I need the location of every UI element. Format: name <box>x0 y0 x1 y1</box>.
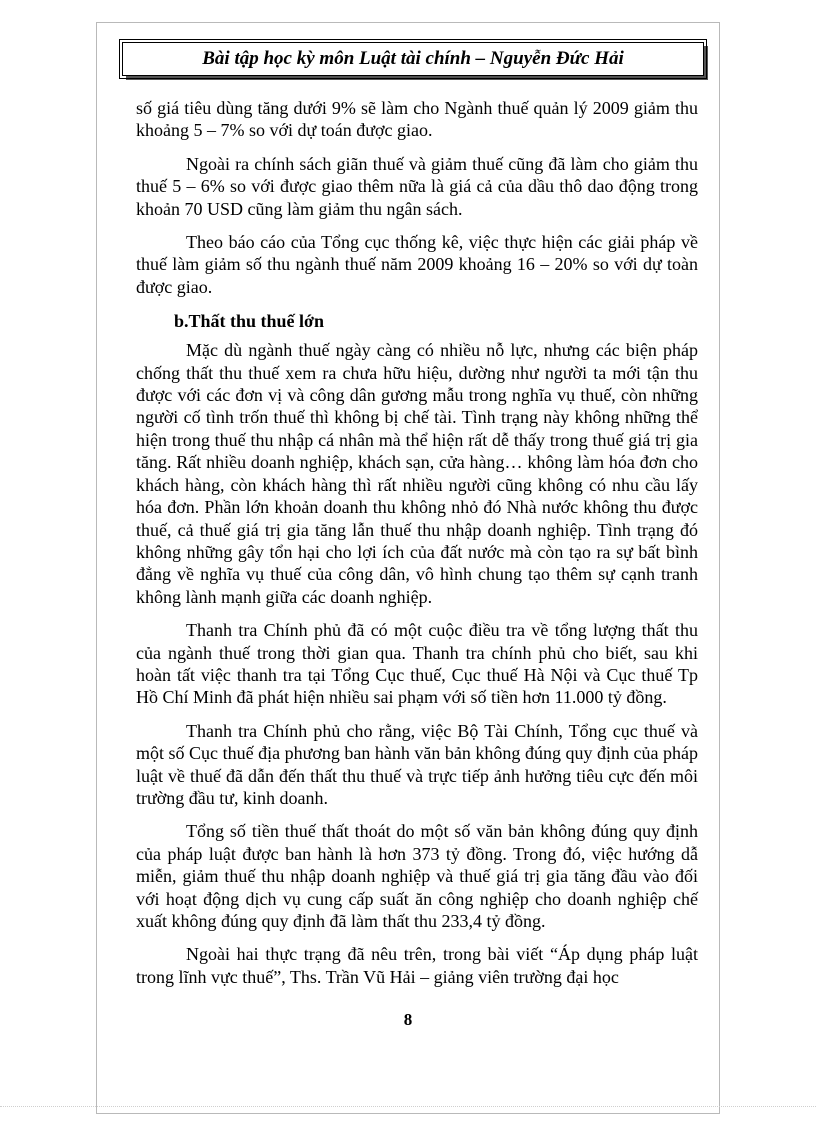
paragraph-2: Ngoài ra chính sách giãn thuế và giảm thuế cũng đã làm cho giảm thu thuế 5 – 6% so với được giao thêm nữa là giá cả của dầu thô dao động trong khoản 70 USD cũng làm giảm thu ngân sách. <box>136 153 698 219</box>
document-body <box>136 97 698 999</box>
paragraph-5: Thanh tra Chính phủ đã có một cuộc điều tra về tổng lượng thất thu của ngành thuế trong thời gian qua. Thanh tra chính phủ cho biết, sau khi hoàn tất việc thanh tra tại Tổng Cục thuế, Cục thuế Hà Nội và Cục thuế Tp Hồ Chí Minh đã phát hiện nhiều sai phạm với số tiền hơn 11.000 tỷ đồng. <box>136 620 698 708</box>
section-heading-b: b.Thất thu thuế lớn <box>174 311 325 332</box>
paragraph-4: Mặc dù ngành thuế ngày càng có nhiều nỗ lực, nhưng các biện pháp chống thất thu thuế xem ra chưa hữu hiệu, dường như người ta mới tận thu được với các đơn vị và công dân gương mẫu trong nghĩa vụ thuế, còn những người cố tình trốn thuế thì không bị chế tài. Tình trạng này không những thể hiện trong thuế thu nhập cá nhân mà thể hiện rất dễ thấy trong thuế giá trị gia tăng. Rất nhiều doanh nghiệp, khách sạn, cửa hàng… không làm hóa đơn cho khách hàng, còn khách hàng thì rất nhiều người cũng không có nhu cầu lấy hóa đơn. Phần lớn khoản doanh thu không nhỏ đó Nhà nước không thu được thuế, cả thuế giá trị gia tăng lẫn thuế thu nhập doanh nghiệp. Tình trạng đó không những gây tổn hại cho lợi ích của đất nước mà còn tạo ra sự bất bình đẳng về nghĩa vụ thuế của công dân, vô hình chung tạo thêm sự cạnh tranh không lành mạnh giữa các doanh nghiệp. <box>136 340 698 607</box>
paragraph-3: Theo báo cáo của Tổng cục thống kê, việc thực hiện các giải pháp về thuế làm giảm số thu ngành thuế năm 2009 khoảng 16 – 20% so với dự toàn được giao. <box>136 232 698 297</box>
paragraph-7: Tổng số tiền thuế thất thoát do một số văn bản không đúng quy định của pháp luật được ban hành là hơn 373 tỷ đồng. Trong đó, việc hướng dẫ miễn, giảm thuế thu nhập doanh nghiệp và thuế giá trị gia tăng đầu vào đối với hoạt động dịch vụ cung cấp suất ăn công nghiệp cho doanh nghiệp chế xuất không đúng quy định đã làm thất thu 233,4 tỷ đồng. <box>136 821 698 931</box>
footer-divider <box>0 1106 816 1107</box>
paragraph-1: số giá tiêu dùng tăng dưới 9% sẽ làm cho Ngành thuế quản lý 2009 giảm thu khoảng 5 – 7% so với dự toán được giao. <box>136 98 698 141</box>
paragraph-6: Thanh tra Chính phủ cho rằng, việc Bộ Tài Chính, Tổng cục thuế và một số Cục thuế địa phương ban hành văn bản không đúng quy định của pháp luật về thuế đã dẫn đến thất thu thuế và trực tiếp ảnh hưởng tiêu cực đến môi trường đầu tư, kinh doanh. <box>136 720 698 808</box>
header-title: Bài tập học kỳ môn Luật tài chính – Nguyễn Đức Hải <box>202 48 624 69</box>
page-number: 8 <box>403 1010 413 1029</box>
paragraph-8: Ngoài hai thực trạng đã nêu trên, trong bài viết “Áp dụng pháp luật trong lĩnh vực thuế”, Ths. Trần Vũ Hải – giảng viên trường đại học <box>136 944 698 987</box>
page-header <box>122 42 704 76</box>
